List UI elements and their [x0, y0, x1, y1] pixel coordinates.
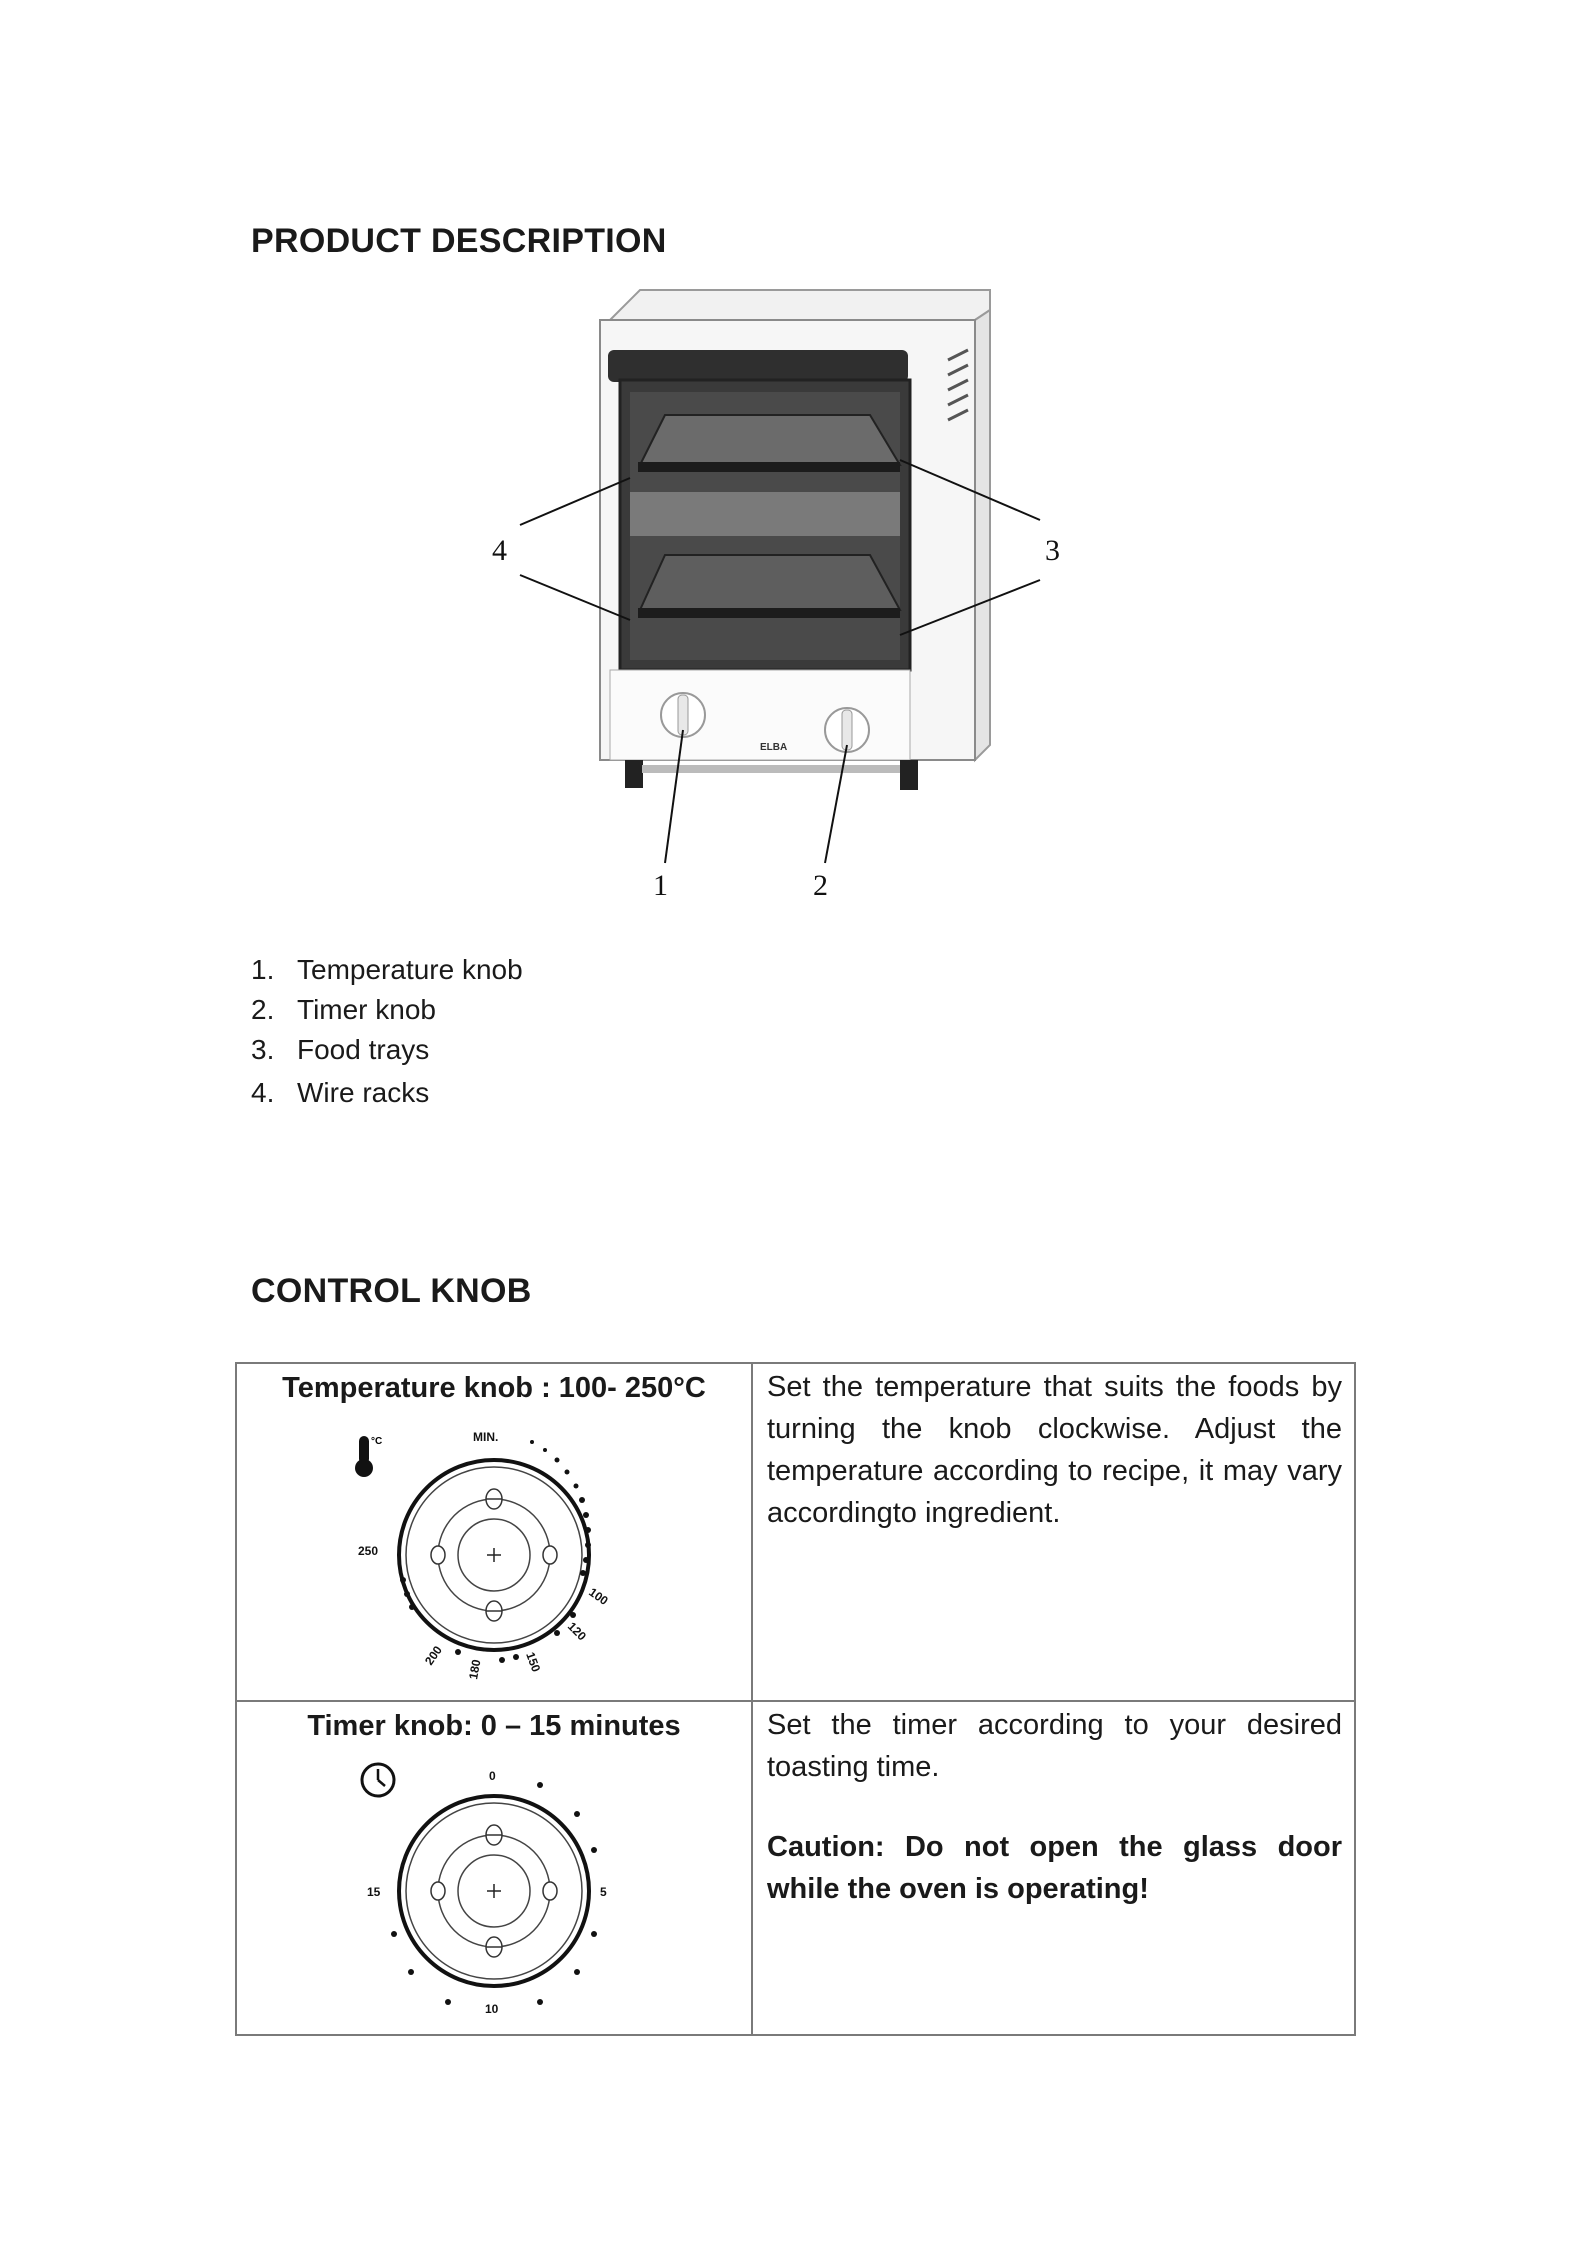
temperature-knob-cell [236, 1363, 752, 1701]
dial-label-min: MIN. [473, 1430, 499, 1444]
callout-3: 3 [1045, 534, 1060, 567]
timer-knob-title: Timer knob: 0 – 15 minutes [307, 1710, 681, 1742]
control-knob-heading: CONTROL KNOB [251, 1272, 532, 1310]
dial-label-100: 100 [586, 1584, 611, 1608]
dial-label-10: 10 [485, 2002, 499, 2016]
temperature-knob-title: Temperature knob : 100- 250°C [282, 1372, 706, 1404]
dial-label-15: 15 [367, 1885, 381, 1899]
dial-label-250: 250 [358, 1544, 379, 1558]
temperature-dial [237, 1372, 751, 1700]
svg-text:°C: °C [371, 1436, 383, 1447]
dial-label-5: 5 [600, 1885, 607, 1899]
temperature-description: Set the temperature that suits the foods by turning the knob clockwise. Adjust the temperature according to recipe, it may vary accordingto ingredient. [767, 1371, 1342, 1529]
callout-4: 4 [492, 534, 507, 567]
callout-2: 2 [813, 869, 828, 902]
callout-1: 1 [653, 869, 668, 902]
dial-label-120: 120 [564, 1619, 589, 1644]
toaster-oven-illustration [470, 280, 1090, 920]
product-description-heading: PRODUCT DESCRIPTION [251, 222, 667, 260]
dial-label-150: 150 [523, 1650, 544, 1674]
thermometer-icon [355, 1436, 382, 1477]
list-item: 4. Wire racks [251, 1077, 430, 1108]
parts-list [251, 950, 523, 1113]
dial-label-0: 0 [489, 1769, 496, 1783]
temperature-description-cell [752, 1363, 1355, 1701]
dial-label-200: 200 [421, 1643, 445, 1668]
control-knob-table [235, 1362, 1356, 2036]
timer-description: Set the timer according to your desired toasting time. Caution: Do not open the glass door while the oven is operating! [753, 1702, 1354, 1910]
dial-label-180: 180 [466, 1658, 484, 1681]
timer-description-cell [752, 1701, 1355, 2035]
table-row [236, 1701, 1355, 2035]
clock-icon [362, 1764, 394, 1796]
list-item: 1. Temperature knob [251, 954, 523, 985]
timer-dial [237, 1710, 751, 2034]
list-item: 3. Food trays [251, 1034, 430, 1065]
brand-label: ELBA [760, 742, 788, 753]
list-item: 2. Timer knob [251, 994, 437, 1025]
table-row [236, 1363, 1355, 1701]
caution-text: Caution: Do not open the glass door while the oven is operating! [767, 1831, 1342, 1905]
timer-knob-cell [236, 1701, 752, 2035]
